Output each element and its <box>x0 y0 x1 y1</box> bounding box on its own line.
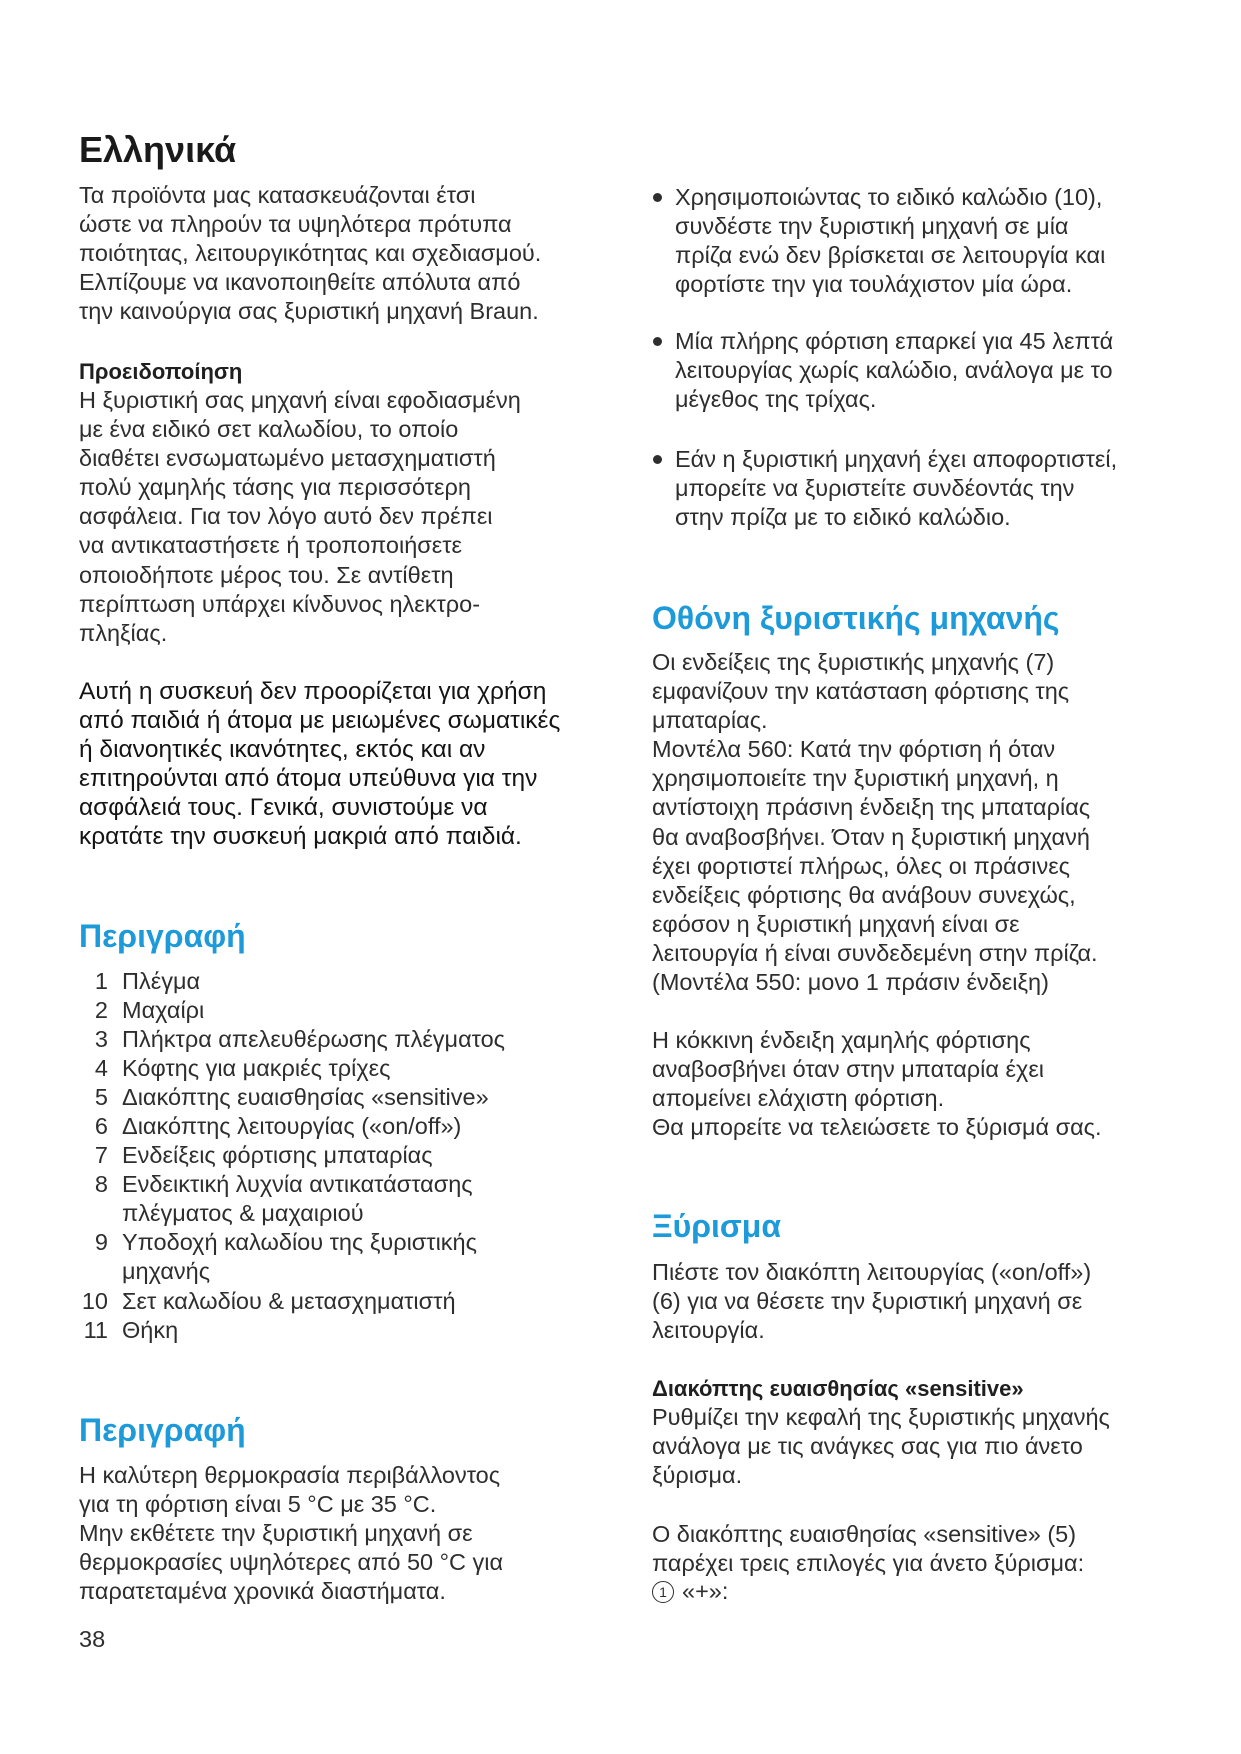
intro-paragraph: Τα προϊόντα μας κατασκευάζονται έτσι ώστε να πληρούν τα υψηλότερα πρότυπα ποιότητας, λειτουργικότητας και σχεδιασμού. Ελπίζουμε να ικανοποιηθείτε απόλυτα από την καινούργια σας ξυριστική μηχανή Braun. <box>79 182 542 325</box>
list-item-text: Διακόπτης ευαισθησίας «sensitive» <box>122 1084 489 1111</box>
sensitive-switch-paragraph: Ρυθμίζει την κεφαλή της ξυριστικής μηχανής ανάλογα με τις ανάγκες σας για πιο άνετο ξύρισμα. <box>652 1404 1110 1489</box>
shaving-heading: Ξύρισμα <box>652 1208 782 1244</box>
list-item-number: 4 <box>94 1055 108 1082</box>
list-item-number: 2 <box>94 997 108 1024</box>
list-item <box>70 1025 505 1054</box>
list-item-text: Διακόπτης λειτουργίας («on/off») <box>122 1113 462 1140</box>
list-item <box>70 1054 505 1083</box>
list-item-text: Υποδοχή καλωδίου της ξυριστικής μηχανής <box>122 1229 477 1285</box>
charging-paragraph: Η καλύτερη θερμοκρασία περιβάλλοντος για τη φόρτιση είναι 5 °C με 35 °C. Μην εκθέτετε την ξυριστική μηχανή σε θερμοκρασίες υψηλότερες από 50 °C για παρατεταμένα χρονικά διαστήματα. <box>79 1462 504 1605</box>
list-item <box>70 1316 505 1345</box>
display-paragraph: Οι ενδείξεις της ξυριστικής μηχανής (7) εμφανίζουν την κατάσταση φόρτισης της μπαταρίας. Μοντέλα 560: Κατά την φόρτιση ή όταν χρησιμοποιείτε την ξυριστική μηχανή, η αντίστοιχη πράσινη ένδειξη της μπαταρίας θα αναβοσβήνει. Όταν η ξυριστική μηχανή έχει φορτιστεί πλήρως, όλες οι πράσινες ενδείξεις φόρτισης θα ανάβουν συνεχώς, εφόσον η ξυριστική μηχανή είναι σε λειτουργία ή είναι συνδεδεμένη στην πρίζα. (Μοντέλα 550: μονο 1 πράσιν ένδειξη) <box>652 649 1098 996</box>
list-item-number: 7 <box>94 1142 108 1169</box>
list-item-text: Ενδείξεις φόρτισης μπαταρίας <box>122 1142 433 1169</box>
circled-number-icon: 1 <box>652 1581 674 1603</box>
list-item <box>70 1170 505 1228</box>
page-number: 38 <box>79 1626 106 1652</box>
list-item-number: 8 <box>94 1171 108 1198</box>
warning-paragraph: Η ξυριστική σας μηχανή είναι εφοδιασμένη με ένα ειδικό σετ καλωδίου, το οποίο διαθέτει ενσωματωμένο μετασχηματιστή πολύ χαμηλής τάσης για περισσότερη ασφάλεια. Για τον λόγο αυτό δεν πρέπει να αντικαταστήσετε ή τροποποιήσετε οποιοδήποτε μέρος του. Σε αντίθετη περίπτωση υπάρχει κίνδυνος ηλεκτρο- πληξίας. <box>79 387 521 646</box>
low-charge-paragraph: Η κόκκινη ένδειξη χαμηλής φόρτισης αναβοσβήνει όταν στην μπαταρία έχει απομείνει ελάχιστη φόρτιση. Θα μπορείτε να τελειώσετε το ξύρισμά σας. <box>652 1027 1102 1141</box>
bullet-icon <box>653 337 662 346</box>
list-item-text: Μαχαίρι <box>122 997 205 1024</box>
page-title: Ελληνικά <box>79 129 237 170</box>
description-heading: Περιγραφή <box>79 918 246 954</box>
list-item <box>70 1228 505 1286</box>
list-item-number: 9 <box>94 1229 108 1256</box>
parts-list <box>70 967 505 1345</box>
display-heading: Οθόνη ξυριστικής μηχανής <box>652 600 1060 636</box>
list-item <box>70 996 505 1025</box>
list-item <box>70 967 505 996</box>
warning-heading: Προειδοποίηση <box>79 359 243 384</box>
list-item-number: 6 <box>94 1113 108 1140</box>
charging-bullet: Χρησιμοποιώντας το ειδικό καλώδιο (10), συνδέστε την ξυριστική μηχανή σε μία πρίζα ενώ δεν βρίσκεται σε λειτουργία και φορτίστε την για τουλάχιστον μία ώρα. <box>675 184 1106 298</box>
shaving-paragraph: Πιέστε τον διακόπτη λειτουργίας («on/off») (6) για να θέσετε την ξυριστική μηχανή σε λειτουργία. <box>652 1259 1092 1344</box>
list-item-number: 5 <box>94 1084 108 1111</box>
list-item-number: 10 <box>81 1287 108 1314</box>
list-item <box>70 1083 505 1112</box>
charging-heading: Περιγραφή <box>79 1412 246 1448</box>
list-item-text: Σετ καλωδίου & μετασχηματιστή <box>122 1287 456 1314</box>
charging-bullet: Εάν η ξυριστική μηχανή έχει αποφορτιστεί, μπορείτε να ξυριστείτε συνδέοντάς την στην πρίζα με το ειδικό καλώδιο. <box>675 446 1118 531</box>
list-item-text: Θήκη <box>122 1316 179 1343</box>
sensitive-switch-heading: Διακόπτης ευαισθησίας «sensitive» <box>652 1376 1024 1401</box>
list-item-number: 3 <box>94 1026 108 1053</box>
sensitive-option-1 <box>652 1577 728 1606</box>
bullet-icon <box>653 455 662 464</box>
charging-bullet: Μία πλήρης φόρτιση επαρκεί για 45 λεπτά λειτουργίας χωρίς καλώδιο, ανάλογα με το μέγεθος της τρίχας. <box>675 328 1114 413</box>
list-item <box>70 1141 505 1170</box>
list-item-text: Ενδεικτική λυχνία αντικατάστασης πλέγματος & μαχαιριού <box>122 1171 473 1227</box>
list-item-number: 11 <box>83 1316 108 1343</box>
list-item-number: 1 <box>94 968 108 994</box>
list-item-text: Πλέγμα <box>122 968 201 994</box>
list-item <box>70 1287 505 1316</box>
option-label: «+»: <box>682 1578 729 1604</box>
list-item-text: Κόφτης για μακριές τρίχες <box>122 1055 391 1082</box>
list-item <box>70 1112 505 1141</box>
bullet-icon <box>653 193 662 202</box>
sensitive-options-intro: Ο διακόπτης ευαισθησίας «sensitive» (5) παρέχει τρεις επιλογές για άνετο ξύρισμα: <box>652 1521 1085 1577</box>
list-item-text: Πλήκτρα απελευθέρωσης πλέγματος <box>122 1026 506 1053</box>
children-notice-paragraph: Αυτή η συσκευή δεν προορίζεται για χρήση από παιδιά ή άτομα με μειωμένες σωματικές ή διανοητικές ικανότητες, εκτός και αν επιτηρούνται από άτομα υπεύθυνα για την ασφάλειά τους. Γενικά, συνιστούμε να κρατάτε την συσκευή μακριά από παιδιά. <box>79 678 561 851</box>
